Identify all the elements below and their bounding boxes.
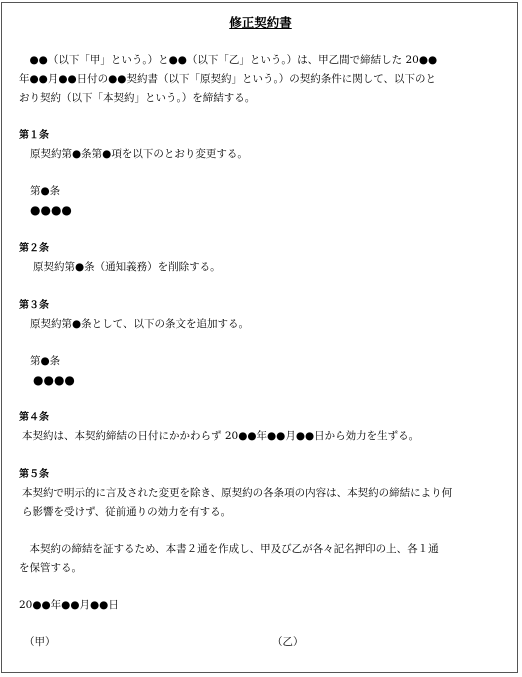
closing-line-1: 本契約の締結を証するため、本書２通を作成し、甲及び乙が各々記名押印の上、各１通 [19,543,439,555]
article-5-text-1: 本契約で明示的に言及された変更を除き、原契約の各条項の内容は、本契約の締結により何 [22,487,453,499]
article-3-text: 原契約第●条として、以下の条文を追加する。 [30,318,249,330]
article-5-heading: 第５条 [19,469,49,480]
closing-line-2: を保管する。 [19,562,82,574]
article-3-sub-body: ●●●● [33,373,75,387]
article-4-heading: 第４条 [19,412,49,423]
article-5-text-2: ら影響を受けず、従前通りの効力を有する。 [22,506,232,518]
article-1-sub-body: ●●●● [30,203,72,217]
article-2-text: 原契約第●条（通知義務）を削除する。 [33,261,221,273]
article-3-sub-heading: 第●条 [30,355,61,367]
party-a-label: （甲） [24,636,56,648]
article-1-text: 原契約第●条第●項を以下のとおり変更する。 [30,148,248,160]
article-2-heading: 第２条 [19,243,49,254]
article-3-heading: 第３条 [19,300,49,311]
document-page [1,2,518,673]
party-b-label: （乙） [272,636,304,648]
preamble-line-1: ●●（以下「甲」という。）と●●（以下「乙」という。）は、甲乙間で締結した 20●● [19,54,438,66]
document-title: 修正契約書 [229,15,292,30]
preamble-line-3: おり契約（以下「本契約」という。）を締結する。 [19,92,256,104]
article-4-text: 本契約は、本契約締結の日付にかかわらず 20●●年●●月●●日から効力を生ずる。 [22,430,420,442]
preamble-line-2: 年●●月●●日付の●●契約書（以下「原契約」という。）の契約条件に関して、以下のと [19,73,437,85]
article-1-sub-heading: 第●条 [30,185,61,197]
contract-date: 20●●年●●月●●日 [19,599,119,611]
article-1-heading: 第１条 [19,130,49,141]
